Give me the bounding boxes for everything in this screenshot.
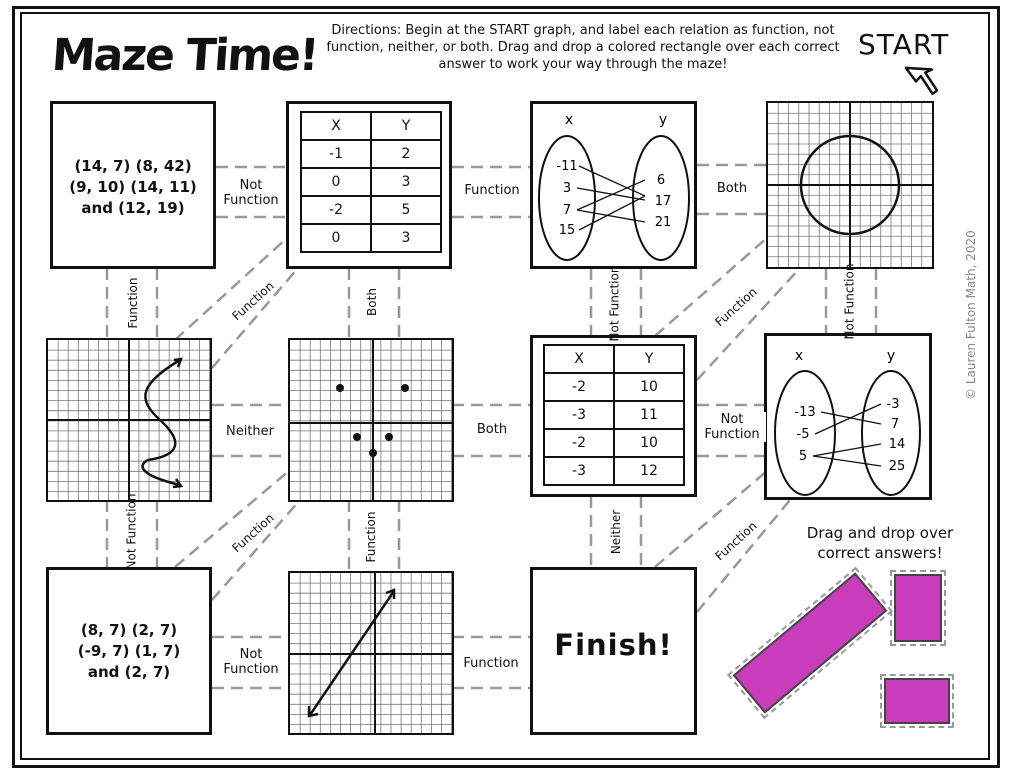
table-cell: 11 <box>614 401 684 429</box>
table-header-y: Y <box>371 112 441 140</box>
wave-graph <box>48 340 210 500</box>
domain-value: -5 <box>796 427 810 442</box>
domain-value: 15 <box>558 223 576 238</box>
mapping-y-label: y <box>658 112 668 128</box>
points-graph <box>290 340 452 500</box>
mapping-x-label: x <box>564 112 574 128</box>
answer-label-both[interactable]: Both <box>470 422 514 437</box>
domain-value: 7 <box>562 203 572 218</box>
page-title: Maze Time! <box>50 30 319 81</box>
answer-label-both[interactable]: Both <box>365 288 379 316</box>
box-graph-wave <box>46 338 212 502</box>
table-cell: -3 <box>544 457 614 485</box>
answer-label-function[interactable]: Function <box>712 284 760 330</box>
answer-label-function[interactable]: Function <box>229 510 277 556</box>
xy-table <box>300 111 442 253</box>
mapping-diagram <box>533 104 694 266</box>
line-graph <box>290 573 452 733</box>
domain-value: 5 <box>798 449 808 464</box>
draggable-rectangle-tall[interactable] <box>894 574 942 642</box>
start-label: START <box>858 28 950 61</box>
table-cell: 0 <box>301 224 371 252</box>
finish-box <box>530 567 697 735</box>
xy-table <box>543 344 685 486</box>
mapping-y-label: y <box>886 348 896 364</box>
table-cell: 10 <box>614 373 684 401</box>
box-mapping-1 <box>530 101 697 269</box>
box-table-1 <box>286 101 452 269</box>
answer-label-neither[interactable]: Neither <box>609 509 623 555</box>
table-cell: -3 <box>544 401 614 429</box>
table-cell: -2 <box>544 373 614 401</box>
table-cell: -2 <box>544 429 614 457</box>
range-value: 21 <box>654 215 672 230</box>
circle-graph <box>768 103 932 267</box>
box-graph-circle <box>766 101 934 269</box>
copyright-note <box>964 230 980 410</box>
box-mapping-2 <box>764 333 932 500</box>
point-set-line: and (12, 19) <box>81 199 185 217</box>
answer-label-not-function[interactable]: Not Function <box>607 265 622 342</box>
domain-value: 3 <box>562 181 572 196</box>
box-point-set-2 <box>46 567 212 735</box>
table-header-x: X <box>301 112 371 140</box>
answer-label-not-function[interactable]: Not Function <box>698 412 766 442</box>
answer-label-not-function[interactable]: Not Function <box>842 263 857 340</box>
answer-label-function[interactable]: Function <box>364 511 378 563</box>
range-value: -3 <box>886 397 900 412</box>
draggable-rectangle-square[interactable] <box>884 678 950 724</box>
table-cell: -2 <box>301 196 371 224</box>
table-cell: 0 <box>301 168 371 196</box>
answer-label-function[interactable]: Function <box>229 278 277 324</box>
table-cell: 3 <box>371 168 441 196</box>
start-arrow-icon <box>898 66 942 100</box>
range-value: 25 <box>888 459 906 474</box>
range-value: 6 <box>656 173 666 188</box>
answer-label-both[interactable]: Both <box>708 181 756 196</box>
range-value: 7 <box>890 417 900 432</box>
table-header-x: X <box>544 345 614 373</box>
drag-instructions: Drag and drop over correct answers! <box>806 524 954 562</box>
answer-label-function[interactable]: Function <box>126 277 140 329</box>
answer-label-function[interactable]: Function <box>712 518 760 564</box>
answer-label-neither[interactable]: Neither <box>218 424 282 439</box>
mapping-diagram <box>767 336 929 497</box>
answer-label-function[interactable]: Function <box>456 183 528 198</box>
copyright-text: © Lauren Fulton Math, 2020 <box>964 230 978 400</box>
answer-label-not-function[interactable]: Not Function <box>124 493 139 570</box>
domain-value: -11 <box>556 159 578 174</box>
table-cell: 10 <box>614 429 684 457</box>
answer-label-not-function[interactable]: Not Function <box>214 647 288 677</box>
domain-value: -13 <box>794 405 816 420</box>
table-cell: 3 <box>371 224 441 252</box>
point-set-line: (14, 7) (8, 42) <box>74 157 192 175</box>
box-graph-points <box>288 338 454 502</box>
directions-text: Directions: Begin at the START graph, and label each relation as function, not function, neither, or both. Drag and drop a colored rectangle over each correct answer to work your way through the maze! <box>326 23 840 72</box>
box-graph-line <box>288 571 454 735</box>
table-header-y: Y <box>614 345 684 373</box>
table-cell: -1 <box>301 140 371 168</box>
table-cell: 5 <box>371 196 441 224</box>
mapping-x-label: x <box>794 348 804 364</box>
range-value: 14 <box>888 437 906 452</box>
box-point-set-1 <box>50 101 216 269</box>
answer-label-function[interactable]: Function <box>454 656 528 671</box>
box-table-2 <box>530 335 697 497</box>
finish-label: Finish! <box>554 628 673 662</box>
table-cell: 2 <box>371 140 441 168</box>
table-cell: 12 <box>614 457 684 485</box>
point-set-line: (9, 10) (14, 11) <box>69 178 197 196</box>
point-set-line: (-9, 7) (1, 7) <box>77 642 181 660</box>
range-value: 17 <box>654 194 672 209</box>
point-set-line: and (2, 7) <box>87 663 171 681</box>
answer-label-not-function[interactable]: Not Function <box>216 178 286 208</box>
point-set-line: (8, 7) (2, 7) <box>80 621 178 639</box>
